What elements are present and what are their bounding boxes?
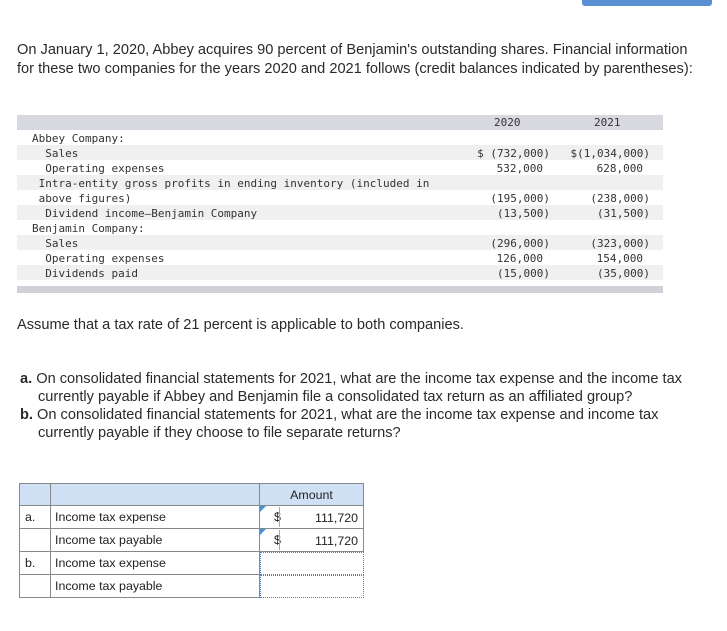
amount-cell: [260, 506, 364, 529]
year-2020-header: 2020: [494, 116, 521, 129]
year-2021-header: 2021: [594, 116, 621, 129]
row-letter: a.: [19, 506, 51, 529]
questions-list: [20, 370, 715, 442]
income-tax-payable-b-input[interactable]: [260, 575, 364, 598]
question-b: [20, 406, 715, 442]
amount-value: 111,720: [315, 511, 358, 525]
tax-rate-assumption: Assume that a tax rate of 21 percent is applicable to both companies.: [17, 317, 464, 333]
question-a: [20, 370, 715, 406]
income-tax-payable-a-input[interactable]: [279, 530, 362, 550]
amount-value: 111,720: [315, 534, 358, 548]
question-a-letter: a.: [20, 371, 33, 387]
fin-row-label: Dividends paid: [32, 267, 138, 280]
currency-symbol: $: [274, 533, 281, 547]
row-label: Income tax expense: [51, 552, 260, 575]
question-a-text: On consolidated financial statements for 2021, what are the income tax expense and the income tax currently payable if Abbey and Benjamin file a consolidated tax return as an affiliated group?: [32, 371, 682, 405]
financial-info-table: [17, 115, 663, 293]
entered-marker-icon: [260, 529, 266, 535]
row-letter: [19, 529, 51, 552]
fin-value-2021: (35,000): [597, 267, 650, 280]
fin-row-label: Sales: [32, 237, 79, 250]
row-label: Income tax payable: [51, 529, 260, 552]
currency-symbol: $: [274, 510, 281, 524]
fin-value-2021: 628,000: [596, 162, 643, 175]
financial-table-footer: [17, 286, 663, 293]
row-stripe: [17, 235, 663, 250]
question-b-text: On consolidated financial statements for 2021, what are the income tax expense and income tax currently payable if they choose to file separate returns?: [32, 407, 659, 441]
fin-row-label: Sales: [32, 147, 79, 160]
fin-row-label: Intra-entity gross profits in ending inventory (included in: [32, 177, 430, 190]
problem-intro: On January 1, 2020, Abbey acquires 90 percent of Benjamin's outstanding shares. Financial information for these two companies for the years 2020 and 2021 follows (credit balances indicated by parentheses):: [17, 42, 693, 77]
row-label: Income tax payable: [51, 575, 260, 598]
top-toolbar-bar: [582, 0, 712, 6]
fin-value-2021: 154,000: [596, 252, 643, 265]
fin-value-2020: $ (732,000): [477, 147, 550, 160]
fin-row-label: Abbey Company:: [32, 132, 125, 145]
financial-table-header: [17, 115, 663, 130]
income-tax-expense-b-input[interactable]: [260, 552, 364, 575]
header-cell-blank: [19, 483, 51, 506]
entered-marker-icon: [260, 506, 266, 512]
fin-value-2020: (15,000): [497, 267, 550, 280]
fin-value-2020: (195,000): [490, 192, 550, 205]
fin-row-label: Operating expenses: [32, 252, 165, 265]
fin-value-2021: (238,000): [590, 192, 650, 205]
amount-header: Amount: [260, 483, 364, 506]
row-stripe: [17, 145, 663, 160]
fin-value-2021: (31,500): [597, 207, 650, 220]
fin-row-label: above figures): [32, 192, 132, 205]
income-tax-expense-a-input[interactable]: [279, 507, 362, 527]
amount-cell: [260, 529, 364, 552]
row-letter: [19, 575, 51, 598]
fin-value-2021: (323,000): [590, 237, 650, 250]
fin-value-2020: 126,000: [496, 252, 543, 265]
fin-row-label: Benjamin Company:: [32, 222, 145, 235]
fin-value-2020: 532,000: [496, 162, 543, 175]
question-b-letter: b.: [20, 407, 33, 423]
fin-row-label: Operating expenses: [32, 162, 165, 175]
fin-row-label: Dividend income—Benjamin Company: [32, 207, 258, 220]
fin-value-2021: $(1,034,000): [570, 147, 650, 160]
row-label: Income tax expense: [51, 506, 260, 529]
header-cell-blank: [51, 483, 260, 506]
fin-value-2020: (13,500): [497, 207, 550, 220]
row-letter: b.: [19, 552, 51, 575]
fin-value-2020: (296,000): [490, 237, 550, 250]
